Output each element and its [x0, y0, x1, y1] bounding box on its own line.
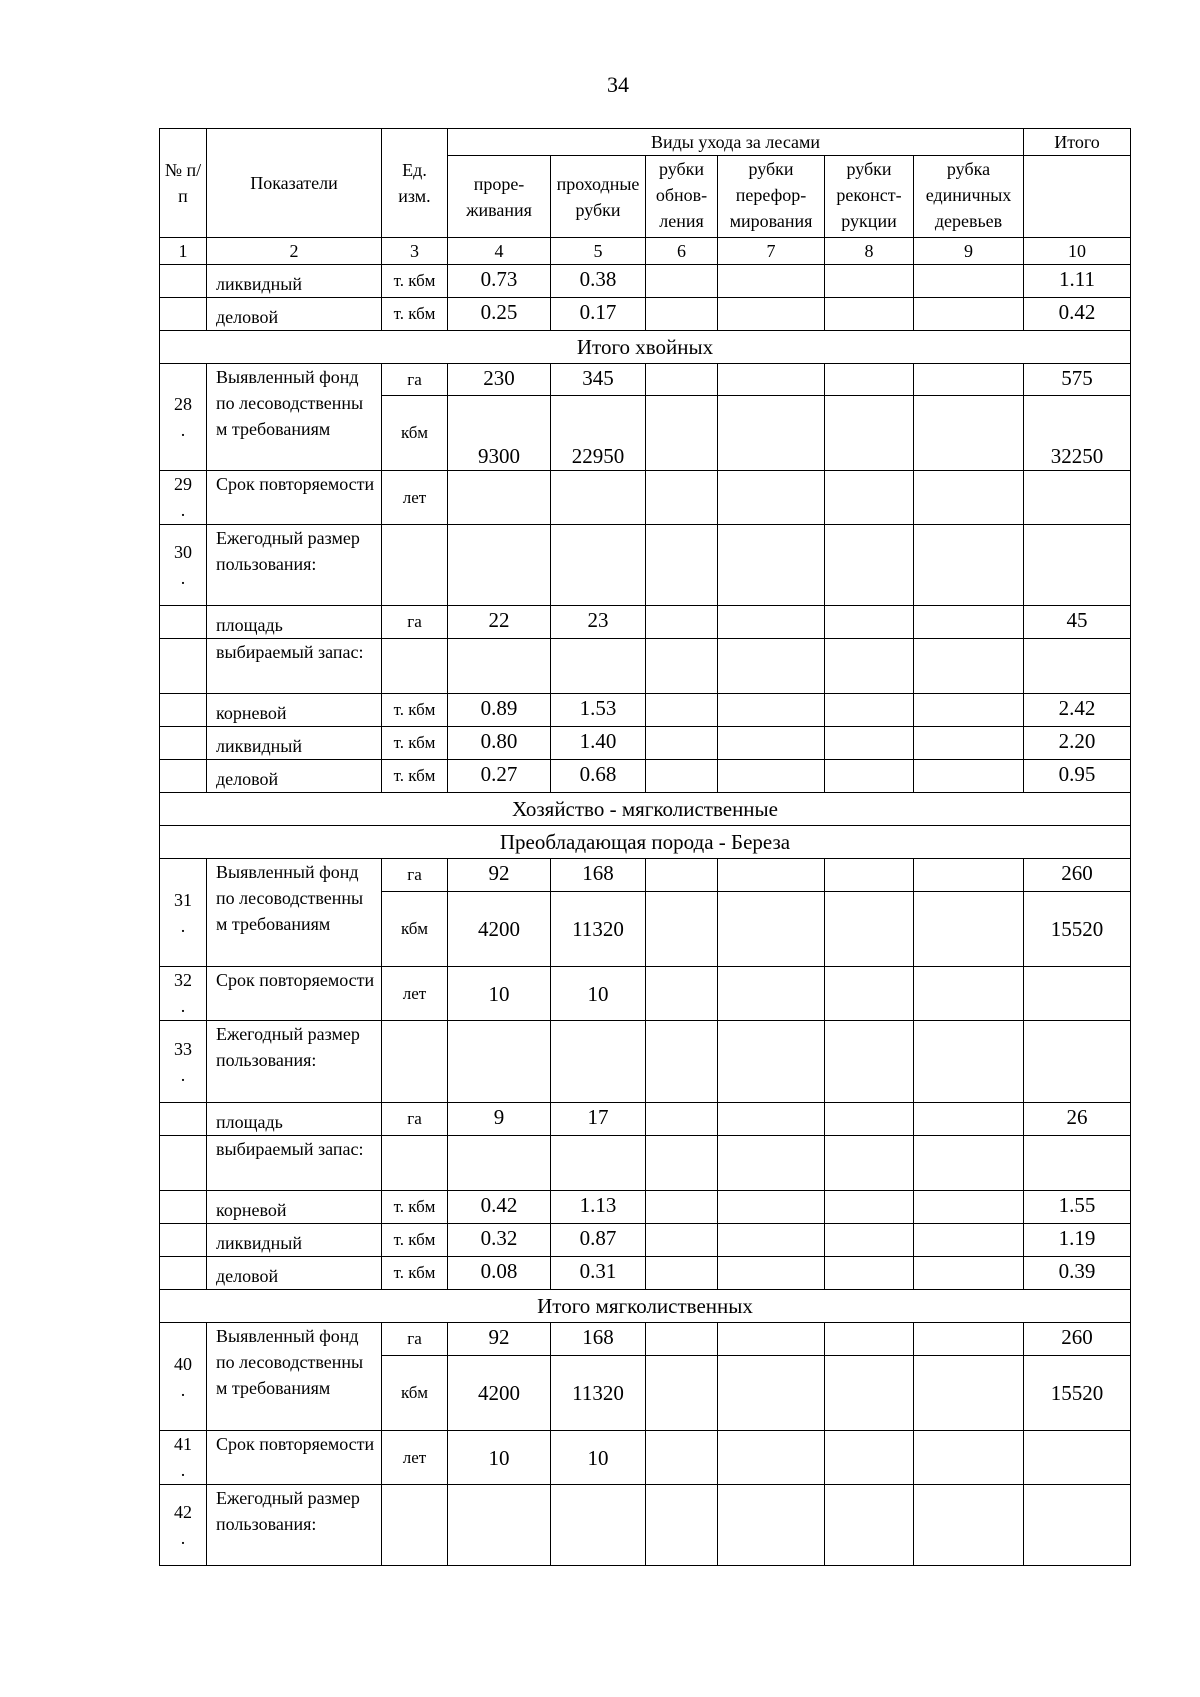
section-title: Хозяйство - мягколиственные: [160, 793, 1131, 826]
row-unit: лет: [382, 967, 448, 1021]
column-number: 5: [551, 238, 646, 265]
header-total: Итого: [1024, 129, 1131, 156]
table-row: [160, 1323, 1131, 1356]
section-title: Итого хвойных: [160, 331, 1131, 364]
cell-value: 92: [448, 859, 551, 892]
table-row: [160, 727, 1131, 760]
header-col-unit: Ед. изм.: [382, 129, 448, 238]
column-number: 6: [646, 238, 718, 265]
cell-value: 0.80: [448, 727, 551, 760]
row-label: Выявленный фонд по лесоводственны м требованиям: [207, 1323, 382, 1431]
row-label: Ежегодный размер пользования:: [207, 1021, 382, 1103]
row-label: площадь: [207, 606, 382, 639]
cell-value: 0.27: [448, 760, 551, 793]
table-row: [160, 265, 1131, 298]
cell-value: 23: [551, 606, 646, 639]
table-row: [160, 1136, 1131, 1191]
row-label: Ежегодный размер пользования:: [207, 525, 382, 606]
table-row: [160, 364, 1131, 396]
row-label: Срок повторяемости: [207, 967, 382, 1021]
row-unit: га: [382, 606, 448, 639]
row-unit: га: [382, 1103, 448, 1136]
cell-value: 168: [551, 859, 646, 892]
cell-total: 32250: [1024, 396, 1131, 471]
cell-total: 575: [1024, 364, 1131, 396]
cell-value: 345: [551, 364, 646, 396]
cell-total: 1.11: [1024, 265, 1131, 298]
row-unit: кбм: [382, 1356, 448, 1431]
column-number: 8: [825, 238, 914, 265]
cell-value: 11320: [551, 892, 646, 967]
row-label: Срок повторяемости: [207, 1431, 382, 1485]
column-number: 4: [448, 238, 551, 265]
row-unit: т. кбм: [382, 1191, 448, 1224]
section-title: Итого мягколиственных: [160, 1290, 1131, 1323]
cell-total: 0.95: [1024, 760, 1131, 793]
table-row: [160, 1224, 1131, 1257]
row-label: деловой: [207, 298, 382, 331]
cell-value: 10: [551, 967, 646, 1021]
row-unit: т. кбм: [382, 760, 448, 793]
cell-value: 0.32: [448, 1224, 551, 1257]
header-col-index: № п/п: [160, 129, 207, 238]
table-row: [160, 760, 1131, 793]
cell-value: 168: [551, 1323, 646, 1356]
cell-total: 1.55: [1024, 1191, 1131, 1224]
cell-total: 0.42: [1024, 298, 1131, 331]
row-unit: т. кбм: [382, 265, 448, 298]
row-label: ликвидный: [207, 1224, 382, 1257]
row-unit: кбм: [382, 396, 448, 471]
table-row: [160, 1103, 1131, 1136]
table-row: [160, 859, 1131, 892]
cell-total: 2.42: [1024, 694, 1131, 727]
header-group-care-types: Виды ухода за лесами: [448, 129, 1024, 156]
row-index: 42 .: [160, 1485, 207, 1566]
row-label: площадь: [207, 1103, 382, 1136]
cell-total: 45: [1024, 606, 1131, 639]
cell-total: 26: [1024, 1103, 1131, 1136]
row-unit: т. кбм: [382, 1224, 448, 1257]
forest-care-table: [159, 128, 1131, 1566]
cell-value: 0.73: [448, 265, 551, 298]
header-col-reconstruction-cutting: рубки реконст-рукции: [825, 156, 914, 238]
cell-total: 260: [1024, 1323, 1131, 1356]
table-row: [160, 471, 1131, 525]
cell-value: 0.08: [448, 1257, 551, 1290]
table-row: [160, 1257, 1131, 1290]
row-unit: т. кбм: [382, 694, 448, 727]
column-number: 2: [207, 238, 382, 265]
cell-value: 11320: [551, 1356, 646, 1431]
cell-value: 0.25: [448, 298, 551, 331]
cell-total: 0.39: [1024, 1257, 1131, 1290]
row-index: 40 .: [160, 1323, 207, 1431]
cell-value: 0.89: [448, 694, 551, 727]
cell-value: 1.13: [551, 1191, 646, 1224]
cell-value: 17: [551, 1103, 646, 1136]
row-unit: т. кбм: [382, 298, 448, 331]
cell-value: 22: [448, 606, 551, 639]
cell-value: 0.38: [551, 265, 646, 298]
cell-value: 4200: [448, 892, 551, 967]
cell-total: 15520: [1024, 892, 1131, 967]
row-unit: га: [382, 1323, 448, 1356]
row-unit: т. кбм: [382, 727, 448, 760]
cell-value: 4200: [448, 1356, 551, 1431]
header-col-indicator: Показатели: [207, 129, 382, 238]
cell-value: 0.17: [551, 298, 646, 331]
row-index: 30 .: [160, 525, 207, 606]
row-unit: лет: [382, 1431, 448, 1485]
row-label: корневой: [207, 694, 382, 727]
cell-value: 9: [448, 1103, 551, 1136]
row-index: 29 .: [160, 471, 207, 525]
row-label: ликвидный: [207, 727, 382, 760]
row-label: Ежегодный размер пользования:: [207, 1485, 382, 1566]
row-index: 31 .: [160, 859, 207, 967]
section-title: Преобладающая порода - Береза: [160, 826, 1131, 859]
table-row: [160, 1485, 1131, 1566]
row-label: ликвидный: [207, 265, 382, 298]
column-number: 10: [1024, 238, 1131, 265]
row-label: выбираемый запас:: [207, 1136, 382, 1191]
table-row: [160, 606, 1131, 639]
cell-value: 1.40: [551, 727, 646, 760]
table-row: [160, 1431, 1131, 1485]
row-index: 41 .: [160, 1431, 207, 1485]
cell-total: 1.19: [1024, 1224, 1131, 1257]
row-label: деловой: [207, 760, 382, 793]
row-index: 28 .: [160, 364, 207, 471]
cell-value: 0.31: [551, 1257, 646, 1290]
row-unit: кбм: [382, 892, 448, 967]
cell-value: 92: [448, 1323, 551, 1356]
cell-value: 0.42: [448, 1191, 551, 1224]
cell-total: 15520: [1024, 1356, 1131, 1431]
header-col-single-tree-cutting: рубка единичных деревьев: [914, 156, 1024, 238]
cell-value: 9300: [448, 396, 551, 471]
cell-value: 0.68: [551, 760, 646, 793]
table-row: [160, 525, 1131, 606]
cell-total: 260: [1024, 859, 1131, 892]
row-label: Срок повторяемости: [207, 471, 382, 525]
table-row: [160, 694, 1131, 727]
cell-value: 0.87: [551, 1224, 646, 1257]
column-number: 3: [382, 238, 448, 265]
table-row: [160, 639, 1131, 694]
header-col-renewal-cutting: рубки обнов-ления: [646, 156, 718, 238]
cell-value: 230: [448, 364, 551, 396]
row-label: Выявленный фонд по лесоводственны м требованиям: [207, 364, 382, 471]
cell-total: 2.20: [1024, 727, 1131, 760]
row-unit: т. кбм: [382, 1257, 448, 1290]
column-number: 9: [914, 238, 1024, 265]
header-total-empty: [1024, 156, 1131, 238]
row-label: корневой: [207, 1191, 382, 1224]
column-number: 1: [160, 238, 207, 265]
row-unit: га: [382, 859, 448, 892]
cell-value: 10: [551, 1431, 646, 1485]
row-index: 32 .: [160, 967, 207, 1021]
row-label: деловой: [207, 1257, 382, 1290]
header-col-thinning: прорe-живания: [448, 156, 551, 238]
table-row: [160, 967, 1131, 1021]
cell-value: 22950: [551, 396, 646, 471]
row-label: Выявленный фонд по лесоводственны м требованиям: [207, 859, 382, 967]
cell-value: 10: [448, 1431, 551, 1485]
table-row: [160, 1191, 1131, 1224]
row-label: выбираемый запас:: [207, 639, 382, 694]
row-unit: га: [382, 364, 448, 396]
table-row: [160, 1021, 1131, 1103]
page-number: 34: [607, 72, 629, 97]
table-row: [160, 298, 1131, 331]
cell-value: 10: [448, 967, 551, 1021]
column-number: 7: [718, 238, 825, 265]
row-unit: лет: [382, 471, 448, 525]
row-index: 33 .: [160, 1021, 207, 1103]
cell-value: 1.53: [551, 694, 646, 727]
header-col-passage-cutting: проходные рубки: [551, 156, 646, 238]
header-col-reformation-cutting: рубки перефор-мирования: [718, 156, 825, 238]
